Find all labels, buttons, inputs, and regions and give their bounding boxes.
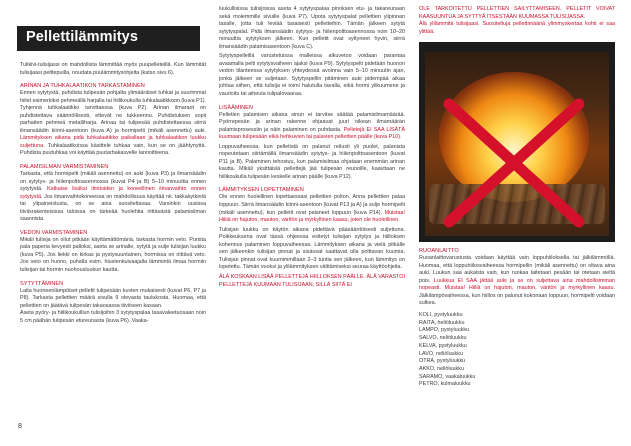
heading-cooking: RUOANLAITTO <box>419 248 459 255</box>
list-item: KOLI, pystyluukku <box>419 312 463 319</box>
adding-text: Pelletien palamisen aikana sinun ei tarvitse säätää palamisilmamäärää. Pyörrepesän ja arinan rakenne ohjaavat juuri oikean ilmamäärän palamisprosessiin ja näin palaminen on puhdasta. <box>219 111 405 133</box>
lighting-continued-paragraph: luukullisissa tulisijoissa aseta 4 sytytyspalaa pinoksen etu- ja takareunaan sekä molemmille sivuille (kuva P7). Upota sytytyspalat pellettien ylipinnan tasalle, jotta tuli leviää tasaisesti pelletteihin. Tämän jälkeen sytytä sytytyspalat. Pidä ilmansäädin sytytys- ja hiilenpolttoasennossa noin 10–20 minuuttia sytytyksen jälkeen. Kun pelletit ovat syttyneet hyvin, siirrä ilmansäädin palamisasentoon (kuva C). <box>219 6 405 50</box>
stopping-warning: Muistaa! Hiiliä on hajuton, mauton, väritön ja myrkyllinen kaasu, joten ole huolellinen. <box>219 209 405 224</box>
list-item: KELVA, pystyluukku <box>419 342 467 349</box>
lighting-paragraph: Laita huoneenlämpöiset pelletit tulipesään kuvien mukaisesti (kuvat P6, P7 ja P8). Tarkasta pellettien määrä sivulla 9 olevasta taulukosta. Huomaa, että pellettien on jäätävä tulipesän takaosassa tiiviiseen kasaan. <box>20 287 206 309</box>
heading-draft-check: VEDON VARMISTAMINEN <box>20 229 88 236</box>
list-item: PETRO, kulmaluukku <box>419 381 471 388</box>
storage-warning-continued: OLE TARKOITETTU PELLETTIEN SÄILYTTÄMISEEN. PELLETIT VOIVAT KAASUUNTUA JA SYTTYÄ ITSESTÄÄN KUUMASSA TULISIJASSA. <box>419 6 615 20</box>
flue-damper-paragraph: Sytytyspelleillä varustetuissa malleissa alkuvetoo voidaan parantaa avaamalla pelti sytytysvaiheen ajaksi (kuva P9). Sytytyspelti pidetään huonon vedon tilanteessa sytytyksen yhteydessä avoinna vain 5–10 minuutin ajan, jonka jälkeen se suljetaan. Sytytyspellin pitäminen auki pidempää aikaa johtaa siihen, että tulisija ei toimi halutulla tavalla, eikä hormi ylikuumene ja vaurioitu tai aiheuta tulipalovaaraa. <box>219 53 405 98</box>
heading-adding: LISÄÄMINEN <box>219 104 253 111</box>
grate-check-paragraph <box>20 90 206 158</box>
list-item: LAMPO, pystyluukku <box>419 327 470 334</box>
column-middle <box>219 6 405 432</box>
combustion-air-warning: Katkaise lisäksi ilmitoiden ja koneellinen ilmanvaihto ennen sytytystä. <box>20 186 206 200</box>
prohibited-cross-icon <box>419 42 615 242</box>
list-item: RAITA, heliöluukku <box>419 319 465 326</box>
grate-check-text: Ennen sytytystä, puhdista tulipesän pohjalta ylimääräiset tuhkat ja suurimmat hiilet esimerkiksi pehmeällä harjalla tai hiilikoukulla tuhkalaatikkoon (kuva P1). Tyhjennä tuhkalaatikko tarvittaessa (kuva P2). Arinan ilmaraot on puhdistettava säännöllisesti, ettevät ne tukkeennu. Puhdistuksen sopii parhaiten pehmeä metalliharja. Arinaa tai tulipesää puhdistettaessa siirrä ilmansäädin kiinni-asentoon (kuva A) ja hormipelti (mikäli asennettu) auki. <box>20 90 206 134</box>
list-item: OTRA, pystyluukku <box>419 358 466 365</box>
combustion-air-paragraph <box>20 171 206 224</box>
combustion-air-text-end: Jos ilmanvaihtokoneessa on mahdollisuus käyttää nk. takkakytkintä tai ylipaineistusta, on se aina suositeltavaa. Varsinkin uusissa tiiviisrakenteisissa taloissa on tärkeää huolehtia riittävästä palamisilman saannista. <box>20 193 206 223</box>
column-left <box>20 62 206 432</box>
adding-warning: Pelletejä EI SAA LISÄTÄ kuumaan tulipesään eikä hehkuvien tai palavien pellettien päälle (kuva P10). <box>219 126 405 141</box>
combustion-air-text: Tarkasta, että hormipelti (mikäli asennettu) on auki (kuva P3) ja ilmansäädin on sytytys- ja hiilenpolttoasennossa (kuvat P4 ja B) 5–10 minuuttia ennen sytytystä. <box>20 171 206 193</box>
grate-check-text-end: Tuhkalaatikoissa käsittele tuhkaa vain, kun se on jäähtynyttä. Puhdista puutuhkaa voi käyttää puutarhakasvelle lannoitteena. <box>20 142 206 157</box>
list-item: LAVO, neliöluukku <box>419 350 463 357</box>
grate-check-warning: Lämmityksen aikana pidä tuhkalaatikko paikallaan ja tuhkalaatikon luukku suljettuna. <box>20 135 206 149</box>
column-right <box>419 6 615 432</box>
stopping-text: Ole ennen huolellinen lopettaessasi pellettien polton. Anna pellettien palaa loppuun. Siirrä ilmansäädin kiinni-asentoon (kuvat P13 ja A) ja sulje hormipelti (mikäli asennettu), kun pelletit ovat palaneet loppuun (kuva P14). <box>219 194 405 216</box>
heading-lighting: SYTYTTÄMINEN <box>20 280 64 287</box>
page-number: 8 <box>18 423 22 430</box>
final-stage-paragraph: Loppuvaiheessa, kun pelletistä on palanut reilusti yli puolet, palanista nopeutetaan siirtämällä ilmansäädin sytytys- ja hiilenpolttoasentoon (kuvat P11 ja B). Palaminen tehostuu, kun palamisilmaa ohjataan enemmän arinan kautta. Mikäli yksittäisiä pellettejä jää tulipesän reunoille, kaavitaan ne hiilikoukulla tulipesän keskelle arinan päälle (kuva P12). <box>219 143 405 180</box>
fireplace-photo <box>419 42 615 242</box>
overheat-warning: Älä ylilämmitä tulisijaasi. Suositeltuja pellettimääriä ylimmyskertaa kohti ei saa ylittää. <box>419 21 615 35</box>
storage-warning: ÄLÄ KOSKAAN LISÄÄ PELLETTEJÄ HIILLOKSEN PÄÄLLE. ÄLÄ VARASTOI PELLETTEJÄ KUUMAAN TULISIJAAN, SILLÄ SIITÄ EI <box>219 273 405 288</box>
list-item: SARAMO, vaakaluukku <box>419 373 476 380</box>
list-item: SALVO, neliöluukku <box>419 335 467 342</box>
list-item: AKKO, neliöluukku <box>419 365 464 372</box>
heading-stopping: LÄMMITYKSEN LOPETTAMINEN <box>219 187 304 194</box>
stopping-paragraph <box>219 194 405 224</box>
model-list <box>419 312 615 389</box>
heading-combustion-air: PALAMISILMAN VARMISTAMINEN <box>20 164 109 171</box>
intro-paragraph: Tulikivi-tulisijassi on mahdollista lämmittää myös puupelleteillä. Kun lämmität tulisijaasi pelttepuilla, noudata puulämmitysohjeita (katso sivu 6). <box>20 62 206 76</box>
draft-check-paragraph: Mikäli tulisija on ollut pitkään käyttämättömänä, tarkasta hormin veto. Purista pala paperia kevyesti palloksi, aseta se arinalle, sytytä ja sulje tulisijan luukku (kuva P5). Jos liekki on kirkas ja pystysuuntainen, hormissa on riittävä veto. Jos veto on huono, puhalla esim. hiustenkuivaajalla lämmintä ilmaa hormiin tulisijan tai hormin nuohousluukun kautta. <box>20 236 206 274</box>
cooking-paragraph <box>419 255 615 308</box>
cooking-warning: Luukkua EI SAA jättää auki ja se on suljettava aina mahdollisimman nopeasti. Muistaa! Hiiliä on hajuton, mauton, väritön ja myrkyllinen kaasu. <box>419 277 615 292</box>
heading-grate-check: ARINAN JA TUHKALAATIKON TARKASTAMINEN <box>20 83 145 90</box>
cooking-text-end: Jälkilämpövaiheessa, kun hiillos on palunut kokonaan loppuun, hormipelti voidaan sulkea. <box>419 292 615 307</box>
lighting-paragraph-2: Aseta pyöry- ja hiilikoukulliun tulisijoihin 3 sytytyspalaa tasavaleetuosaan noin 5 cm päähän tulipesän etureunasta (kuva P6). Vaaka- <box>20 310 206 324</box>
adding-paragraph <box>219 112 405 142</box>
page-title: Pellettilämmitys <box>26 29 139 45</box>
page-title-bar <box>17 26 200 51</box>
cooking-text: Ruoanlaittovarustusta voidaan käyttää vain loppuhiiloksella tai jälkilämmöllä. Huomaa, että loppuhiilosvaiheessa hormipellin (mikäli asennettu) on oltava aina auki. Luukun saa aukaista vain, kun ruokaa laitetaan pesään tai otetaan sieltä pois. <box>419 255 615 284</box>
door-usage-paragraph: Tulisijan luukku on käytön aikana pidettävä pääsääntöisesti suljettuna. Poikkeuksena ovat tässä ohjeessa esitetyt tulisijan sytytys ja hiilloksen kohennus palaminen loppuvaiheessa. Lämmityksen aikana ja vielä pitkälle sen jälkeenkin tulisijan pinnat ja sisäosat saattavat olla polttavan kuumia. Tulisijan pinnat ovat kuumimmillaan 2–3 tuntia sen jälkeen, kun lämmitys on lopetettu. Tämän vuoksi ja ylilämmityksen välttämiseksi seuraa käyttöohjeita. <box>219 226 405 271</box>
